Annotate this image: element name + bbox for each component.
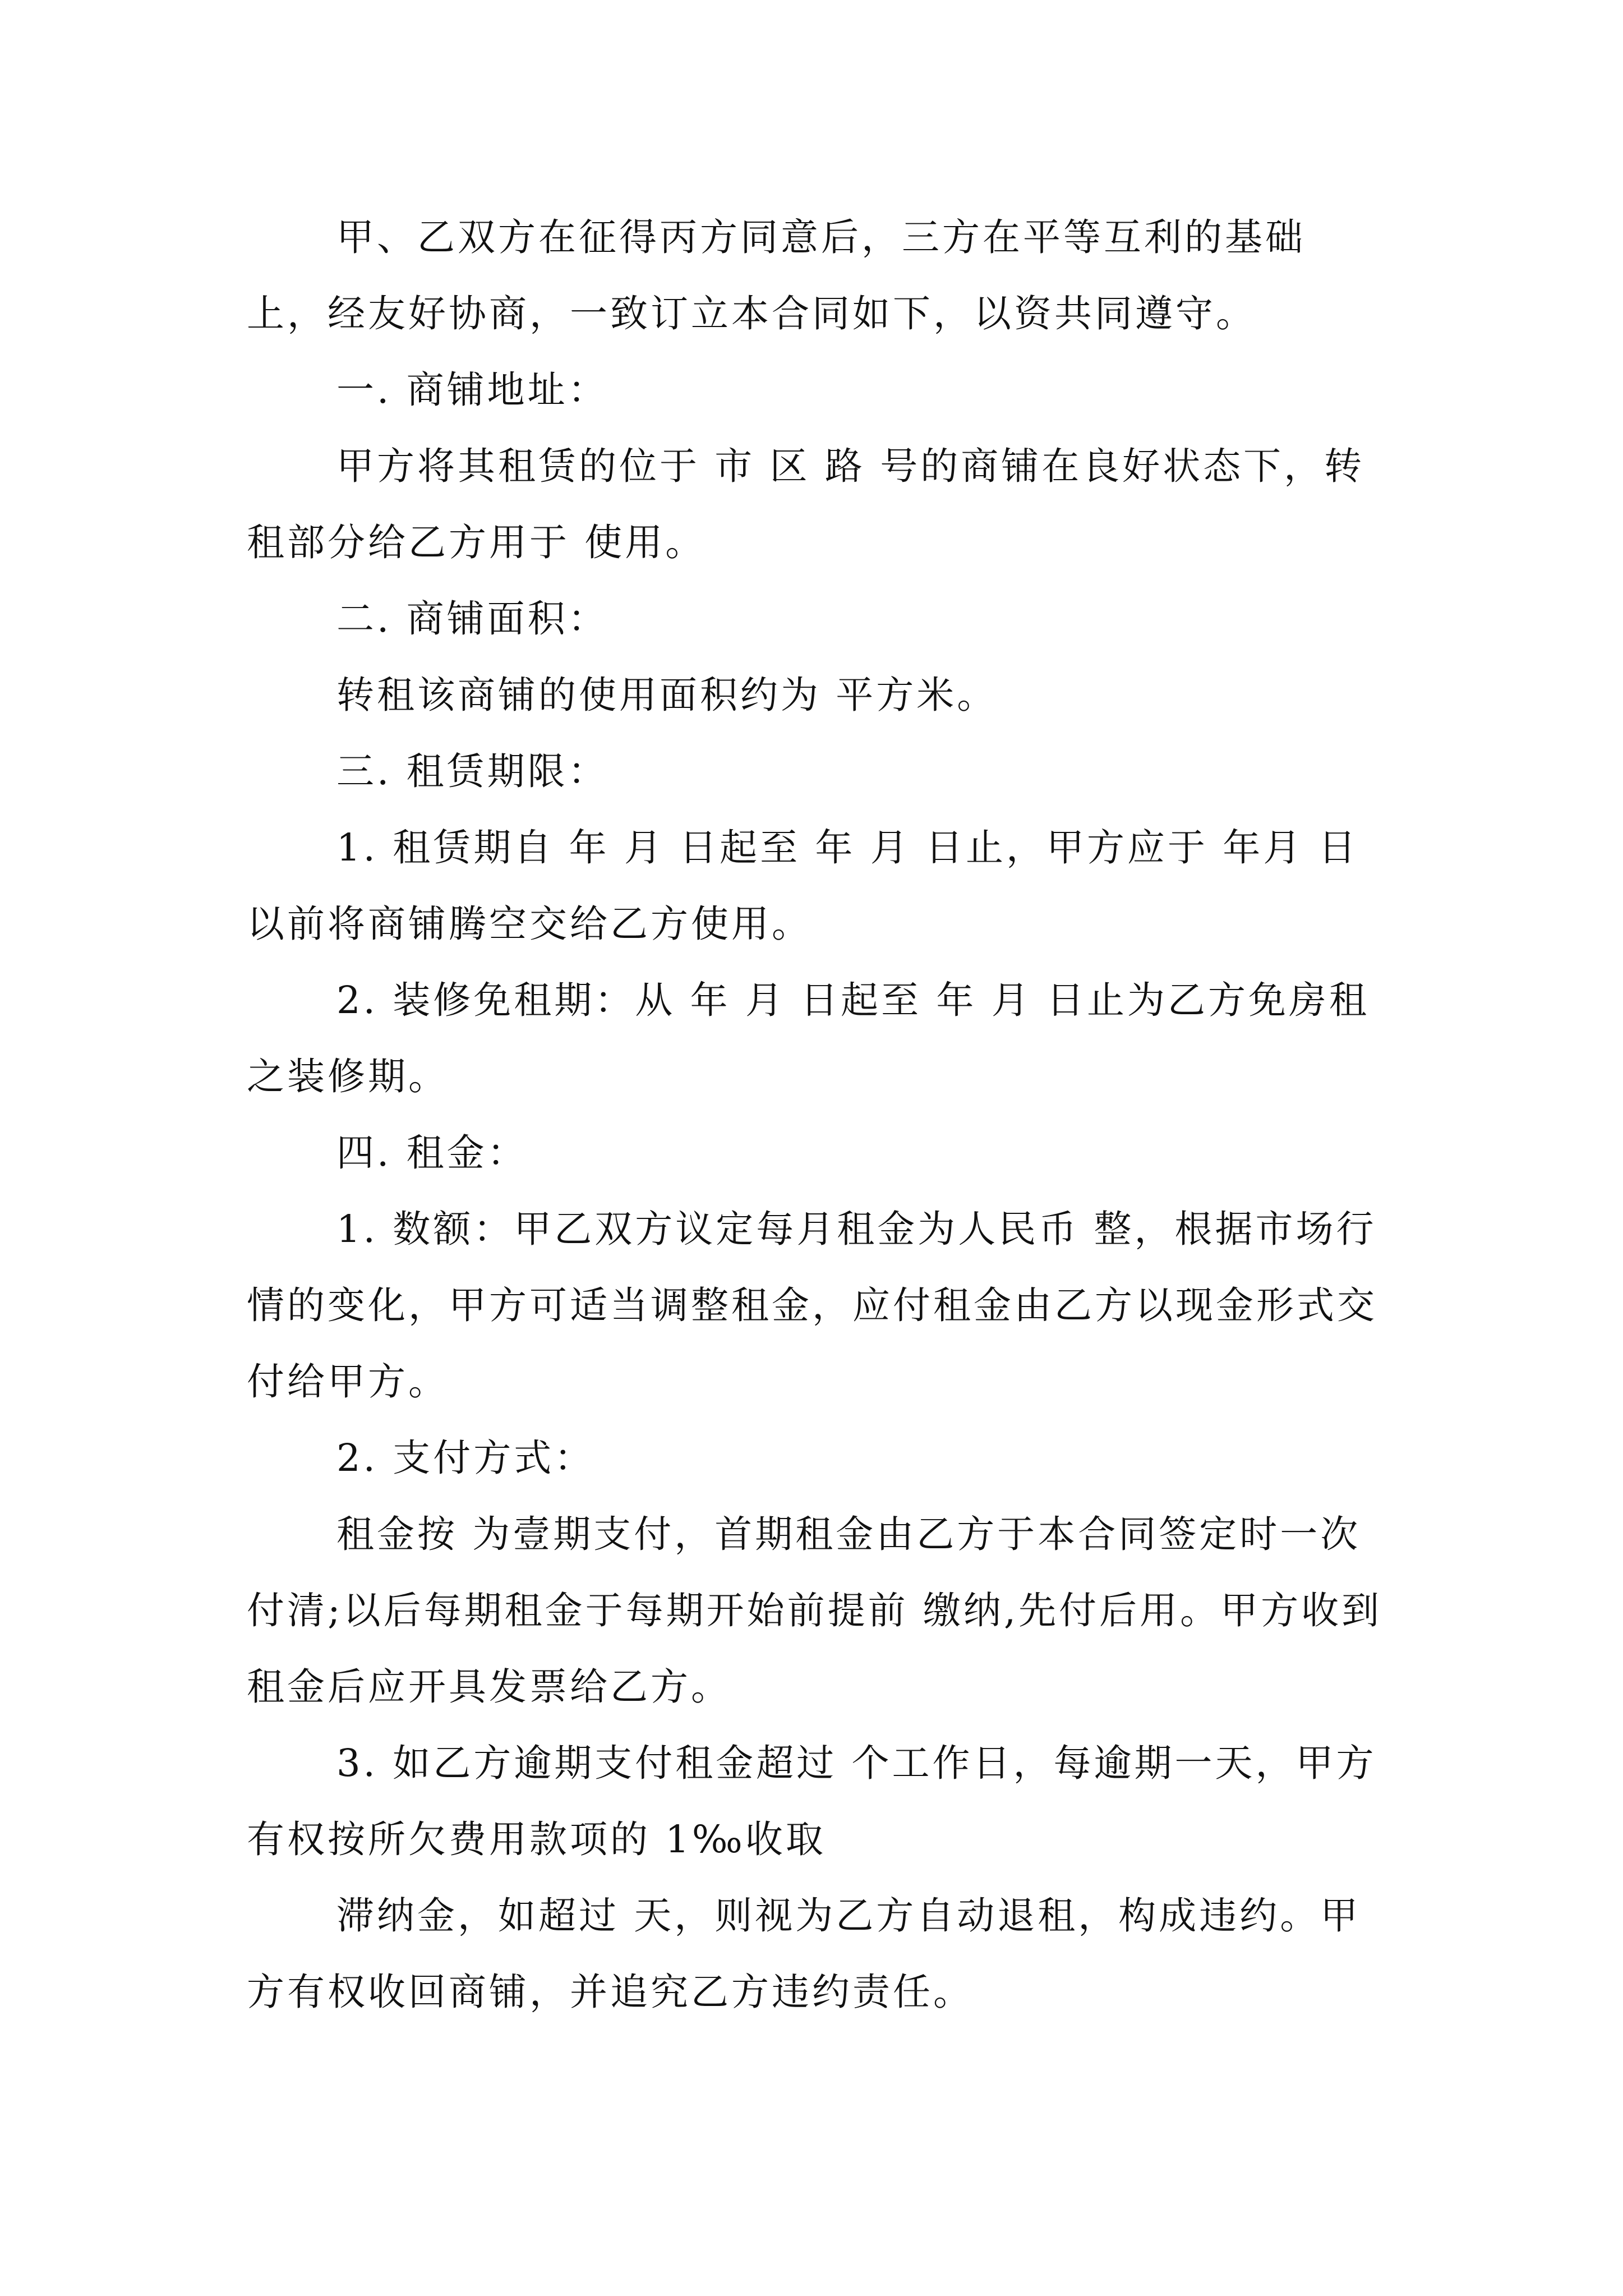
- section-heading-area: 二. 商铺面积：: [336, 597, 608, 641]
- paragraph-address: 甲方将其租赁的位于 市 区 路 号的商铺在良好状态下，转租部分给乙方用于 使用。: [247, 444, 1365, 564]
- section-heading-rent: 四. 租金：: [336, 1131, 528, 1175]
- paragraph-rent-amount: 1. 数额：甲乙双方议定每月租金为人民币 整，根据市场行情的变化，甲方可适当调整租金，应付租金由乙方以现金形式交付给甲方。: [247, 1207, 1377, 1404]
- paragraph-intro: 甲、乙双方在征得丙方同意后，三方在平等互利的基础上，经友好协商，一致订立本合同如下，以资共同遵守。: [247, 215, 1306, 335]
- paragraph-late-payment: 3. 如乙方逾期支付租金超过 个工作日，每逾期一天，甲方有权按所欠费用款项的 1‰收取: [247, 1741, 1377, 1861]
- paragraph-payment-heading: 2. 支付方式：: [336, 1436, 595, 1480]
- paragraph-area: 转租该商铺的使用面积约为 平方米。: [336, 673, 998, 717]
- section-heading-term: 三. 租赁期限：: [336, 749, 608, 793]
- paragraph-term-1: 1. 租赁期自 年 月 日起至 年 月 日止，甲方应于 年月 日以前将商铺腾空交给乙方使用。: [247, 826, 1359, 946]
- paragraph-late-fee: 滞纳金，如超过 天，则视为乙方自动退租，构成违约。甲方有权收回商铺，并追究乙方违约责任。: [247, 1894, 1361, 2014]
- document-body: [247, 199, 1385, 2030]
- section-heading-address: 一. 商铺地址：: [336, 368, 608, 412]
- paragraph-payment: 租金按 为壹期支付，首期租金由乙方于本合同签定时一次付清;以后每期租金于每期开始前提前 缴纳,先付后用。甲方收到租金后应开具发票给乙方。: [247, 1512, 1382, 1709]
- paragraph-term-2: 2. 装修免租期：从 年 月 日起至 年 月 日止为乙方免房租之装修期。: [247, 978, 1370, 1098]
